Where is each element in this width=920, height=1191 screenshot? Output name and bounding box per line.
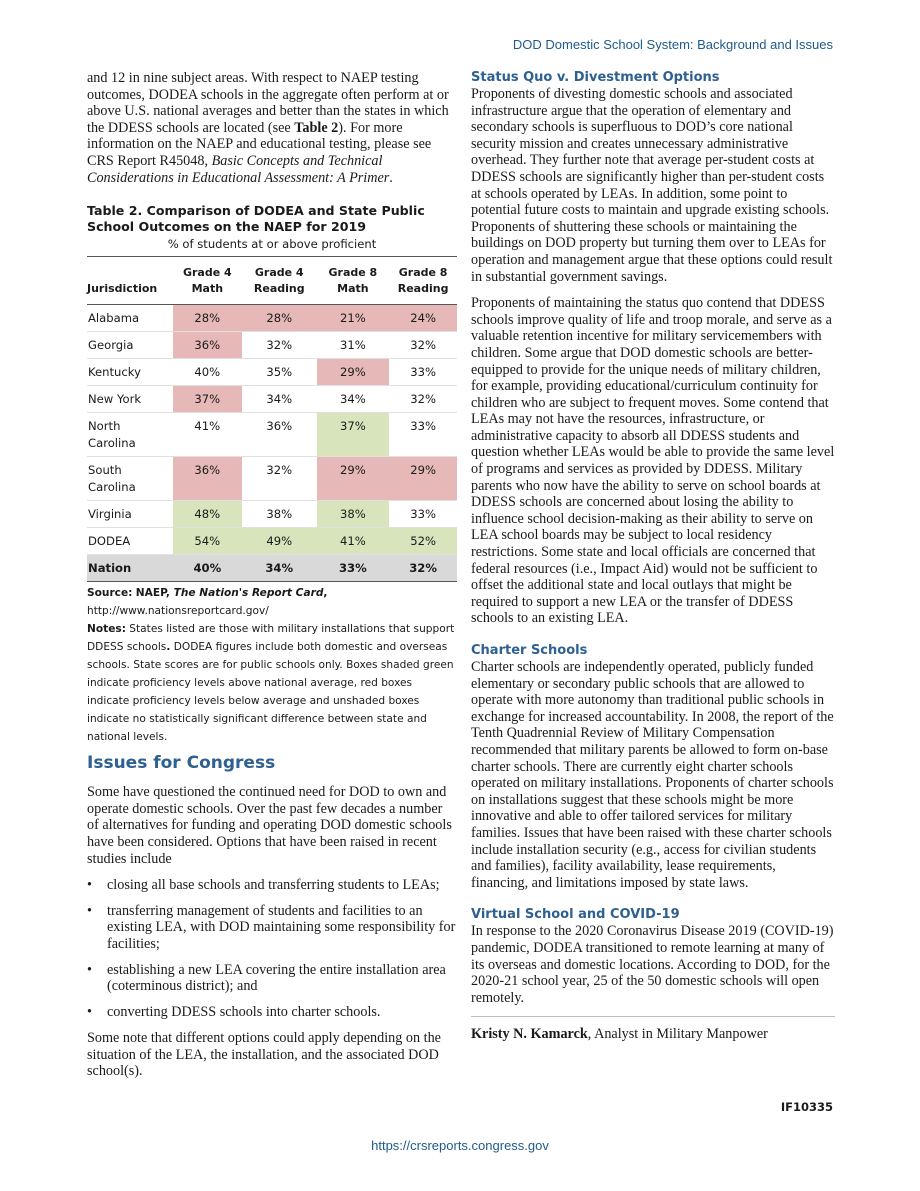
jurisdiction-cell: South Carolina <box>87 457 173 501</box>
option-text: establishing a new LEA covering the entire installation area (coterminous district); and <box>107 961 446 995</box>
table-row <box>87 457 457 501</box>
score-cell: 36% <box>242 413 317 457</box>
score-cell: 40% <box>173 555 242 582</box>
table-notes <box>87 620 457 746</box>
score-cell: 32% <box>242 332 317 359</box>
nation-total-row <box>87 555 457 582</box>
list-item <box>87 962 457 995</box>
notes-dot: . <box>166 641 171 654</box>
list-item <box>87 877 457 894</box>
issues-heading: Issues for Congress <box>87 753 276 774</box>
score-cell: 36% <box>173 457 242 501</box>
score-cell: 52% <box>389 528 457 555</box>
naep-table <box>87 256 457 582</box>
score-cell: 38% <box>242 501 317 528</box>
score-cell: 29% <box>317 359 390 386</box>
score-cell: 37% <box>317 413 390 457</box>
jurisdiction-cell: Nation <box>87 555 173 582</box>
virtual-paragraph: In response to the 2020 Coronavirus Disease 2019 (COVID-19) pandemic, DODEA transitioned to remote learning at many of its overseas and domestic locations. According to DOD, for the 2020-21 school year, 25 of the 50 domestic schools will open remotely. <box>471 923 834 1006</box>
report-id: IF10335 <box>780 1100 833 1114</box>
col-header: Grade 4 Math <box>173 257 242 305</box>
table-row <box>87 332 457 359</box>
jurisdiction-cell: DODEA <box>87 528 173 555</box>
score-cell: 41% <box>173 413 242 457</box>
jurisdiction-cell: Kentucky <box>87 359 173 386</box>
score-cell: 35% <box>242 359 317 386</box>
score-cell: 38% <box>317 501 390 528</box>
score-cell: 37% <box>173 386 242 413</box>
status-quo-paragraph-1: Proponents of divesting domestic schools and associated infrastructure argue that the operation of elementary and secondary schools is superfluous to DOD’s core national security mission and creates unnecessary administrative overhead. They further note that average per-student costs at DDESS schools are significantly higher than per-student costs at schools operated by LEAs. In addition, some point to potential future costs to maintain and upgrade existing schools. Proponents of shuttering these schools or maintaining the buildings on DOD property but turning them over to LEAs for operation and management argue that these options could result in substantial government savings. <box>471 86 833 285</box>
score-cell: 54% <box>173 528 242 555</box>
score-cell: 29% <box>317 457 390 501</box>
jurisdiction-cell: North Carolina <box>87 413 173 457</box>
notes-text-a: States listed are those with military installations that support DDESS schools <box>87 623 455 654</box>
score-cell: 32% <box>389 386 457 413</box>
jurisdiction-cell: Georgia <box>87 332 173 359</box>
table-header-row <box>87 257 457 305</box>
score-cell: 49% <box>242 528 317 555</box>
option-text: converting DDESS schools into charter schools. <box>107 1003 381 1020</box>
col-header: Jurisdiction <box>87 257 173 305</box>
score-cell: 32% <box>389 332 457 359</box>
notes-label: Notes: <box>87 623 126 636</box>
status-quo-paragraph-2: Proponents of maintaining the status quo contend that DDESS schools improve quality of life and troop morale, and serve as a valuable retention incentive for military servicemembers with children. Some argue that DOD domestic schools are better-equipped to provide for the unique needs of military children, for example, providing educational/curriculum continuity for children who are subject to frequent moves. Some contend that LEAs may not have the resources, infrastructure, or administrative capacity to absorb all DDESS students and question whether LEAs would be able to provide the same level of programs and services as provided by DDESS. Military parents who now have the ability to serve on school boards at DDESS schools are concerned about losing the ability to influence school decision-making as their ability to serve on LEA school boards may be subject to local residency restrictions. Some state and local officials are concerned that federal resources (i.e., Impact Aid) would not be sufficient to offset the additional state and local outlays that might be required to support a new LEA or the transfer of DDESS schools to an existing LEA. <box>471 295 835 627</box>
table-row <box>87 359 457 386</box>
score-cell: 33% <box>389 359 457 386</box>
list-item <box>87 1004 457 1021</box>
score-cell: 48% <box>173 501 242 528</box>
report-title: Basic Concepts and Technical Considerations in Educational Assessment: A Primer <box>87 152 390 186</box>
score-cell: 33% <box>389 413 457 457</box>
notes-text-b: DODEA figures include both domestic and overseas schools. State scores are for public schools only. Boxes shaded green indicate proficiency levels above national average, red boxes indicate proficiency levels below average and unshaded boxes indicate no statistically significant difference between state and national levels. <box>87 641 454 744</box>
charter-heading: Charter Schools <box>471 643 588 658</box>
table-row <box>87 528 457 555</box>
bullet-icon: • <box>87 902 92 919</box>
issues-intro: Some have questioned the continued need for DOD to own and operate domestic schools. Over the past few decades a number of alternatives for funding and operating DOD domestic schools have been considered. Options that have been raised in recent studies include <box>87 784 452 867</box>
author-signature <box>471 1016 835 1043</box>
source-comma: , <box>323 587 328 600</box>
score-cell: 24% <box>389 305 457 332</box>
right-column <box>471 70 835 1043</box>
source-url: http://www.nationsreportcard.gov/ <box>87 605 269 618</box>
score-cell: 28% <box>173 305 242 332</box>
col-header: Grade 8 Reading <box>389 257 457 305</box>
score-cell: 33% <box>389 501 457 528</box>
score-cell: 33% <box>317 555 390 582</box>
table-subtitle: % of students at or above proficient <box>167 237 377 252</box>
table-row <box>87 413 457 457</box>
table-row <box>87 501 457 528</box>
score-cell: 36% <box>173 332 242 359</box>
score-cell: 34% <box>317 386 390 413</box>
author-title: , Analyst in Military Manpower <box>587 1026 768 1043</box>
score-cell: 34% <box>242 555 317 582</box>
intro-paragraph <box>87 70 457 186</box>
bullet-icon: • <box>87 877 92 894</box>
table-source <box>87 584 457 620</box>
score-cell: 32% <box>242 457 317 501</box>
footer-url: https://crsreports.congress.gov <box>371 1138 549 1153</box>
score-cell: 34% <box>242 386 317 413</box>
score-cell: 29% <box>389 457 457 501</box>
option-text: closing all base schools and transferring students to LEAs; <box>107 877 440 894</box>
author-name: Kristy N. Kamarck <box>471 1026 588 1043</box>
running-header: DOD Domestic School System: Background and Issues <box>512 37 833 52</box>
jurisdiction-cell: Virginia <box>87 501 173 528</box>
charter-paragraph: Charter schools are independently operated, publicly funded elementary or secondary public schools that are allowed to operate with more autonomy than traditional public schools in exchange for increased accountability. In 2008, the report of the Tenth Quadrennial Review of Military Compensation recommended that military parents be allowed to form on-base charter schools. There are currently eight charter schools operated on military installations. Proponents of charter schools on installations suggest that these schools might be more innovative and able to offer tailored services for military families. Issues that have been raised with these charter schools include installation security (e.g., access for civilian students and families), facility availability, lease requirements, financing, and limitations imposed by state laws. <box>471 659 834 891</box>
table-ref: Table 2 <box>294 119 339 136</box>
list-item <box>87 903 457 953</box>
option-text: transferring management of students and facilities to an existing LEA, with DOD maintaining some responsibility for facilities; <box>107 902 456 952</box>
bullet-icon: • <box>87 961 92 978</box>
left-column <box>87 70 457 1090</box>
table-title: Table 2. Comparison of DODEA and State Public School Outcomes on the NAEP for 2019 <box>87 203 425 235</box>
source-title: The Nation's Report Card <box>173 587 324 600</box>
score-cell: 32% <box>389 555 457 582</box>
col-header: Grade 4 Reading <box>242 257 317 305</box>
table-row <box>87 305 457 332</box>
intro-text-2: ). For more information on the NAEP and educational testing, please see CRS Report R45048, <box>87 119 432 169</box>
status-quo-heading: Status Quo v. Divestment Options <box>471 70 720 85</box>
virtual-heading: Virtual School and COVID-19 <box>471 907 680 923</box>
score-cell: 41% <box>317 528 390 555</box>
options-list <box>87 877 457 1020</box>
score-cell: 21% <box>317 305 390 332</box>
score-cell: 28% <box>242 305 317 332</box>
bullet-icon: • <box>87 1003 92 1020</box>
issues-closing: Some note that different options could apply depending on the situation of the LEA, the installation, and the associated DOD school(s). <box>87 1030 441 1080</box>
intro-text-1: and 12 in nine subject areas. With respect to NAEP testing outcomes, DODEA schools in the aggregate often perform at or above U.S. national averages and better than the states in which the DDESS schools are located (see <box>87 70 449 136</box>
intro-text-3: . <box>389 169 393 186</box>
score-cell: 31% <box>317 332 390 359</box>
source-org: NAEP, <box>135 587 174 600</box>
col-header: Grade 8 Math <box>317 257 390 305</box>
source-label: Source: <box>87 587 133 600</box>
jurisdiction-cell: Alabama <box>87 305 173 332</box>
table-row <box>87 386 457 413</box>
jurisdiction-cell: New York <box>87 386 173 413</box>
score-cell: 40% <box>173 359 242 386</box>
